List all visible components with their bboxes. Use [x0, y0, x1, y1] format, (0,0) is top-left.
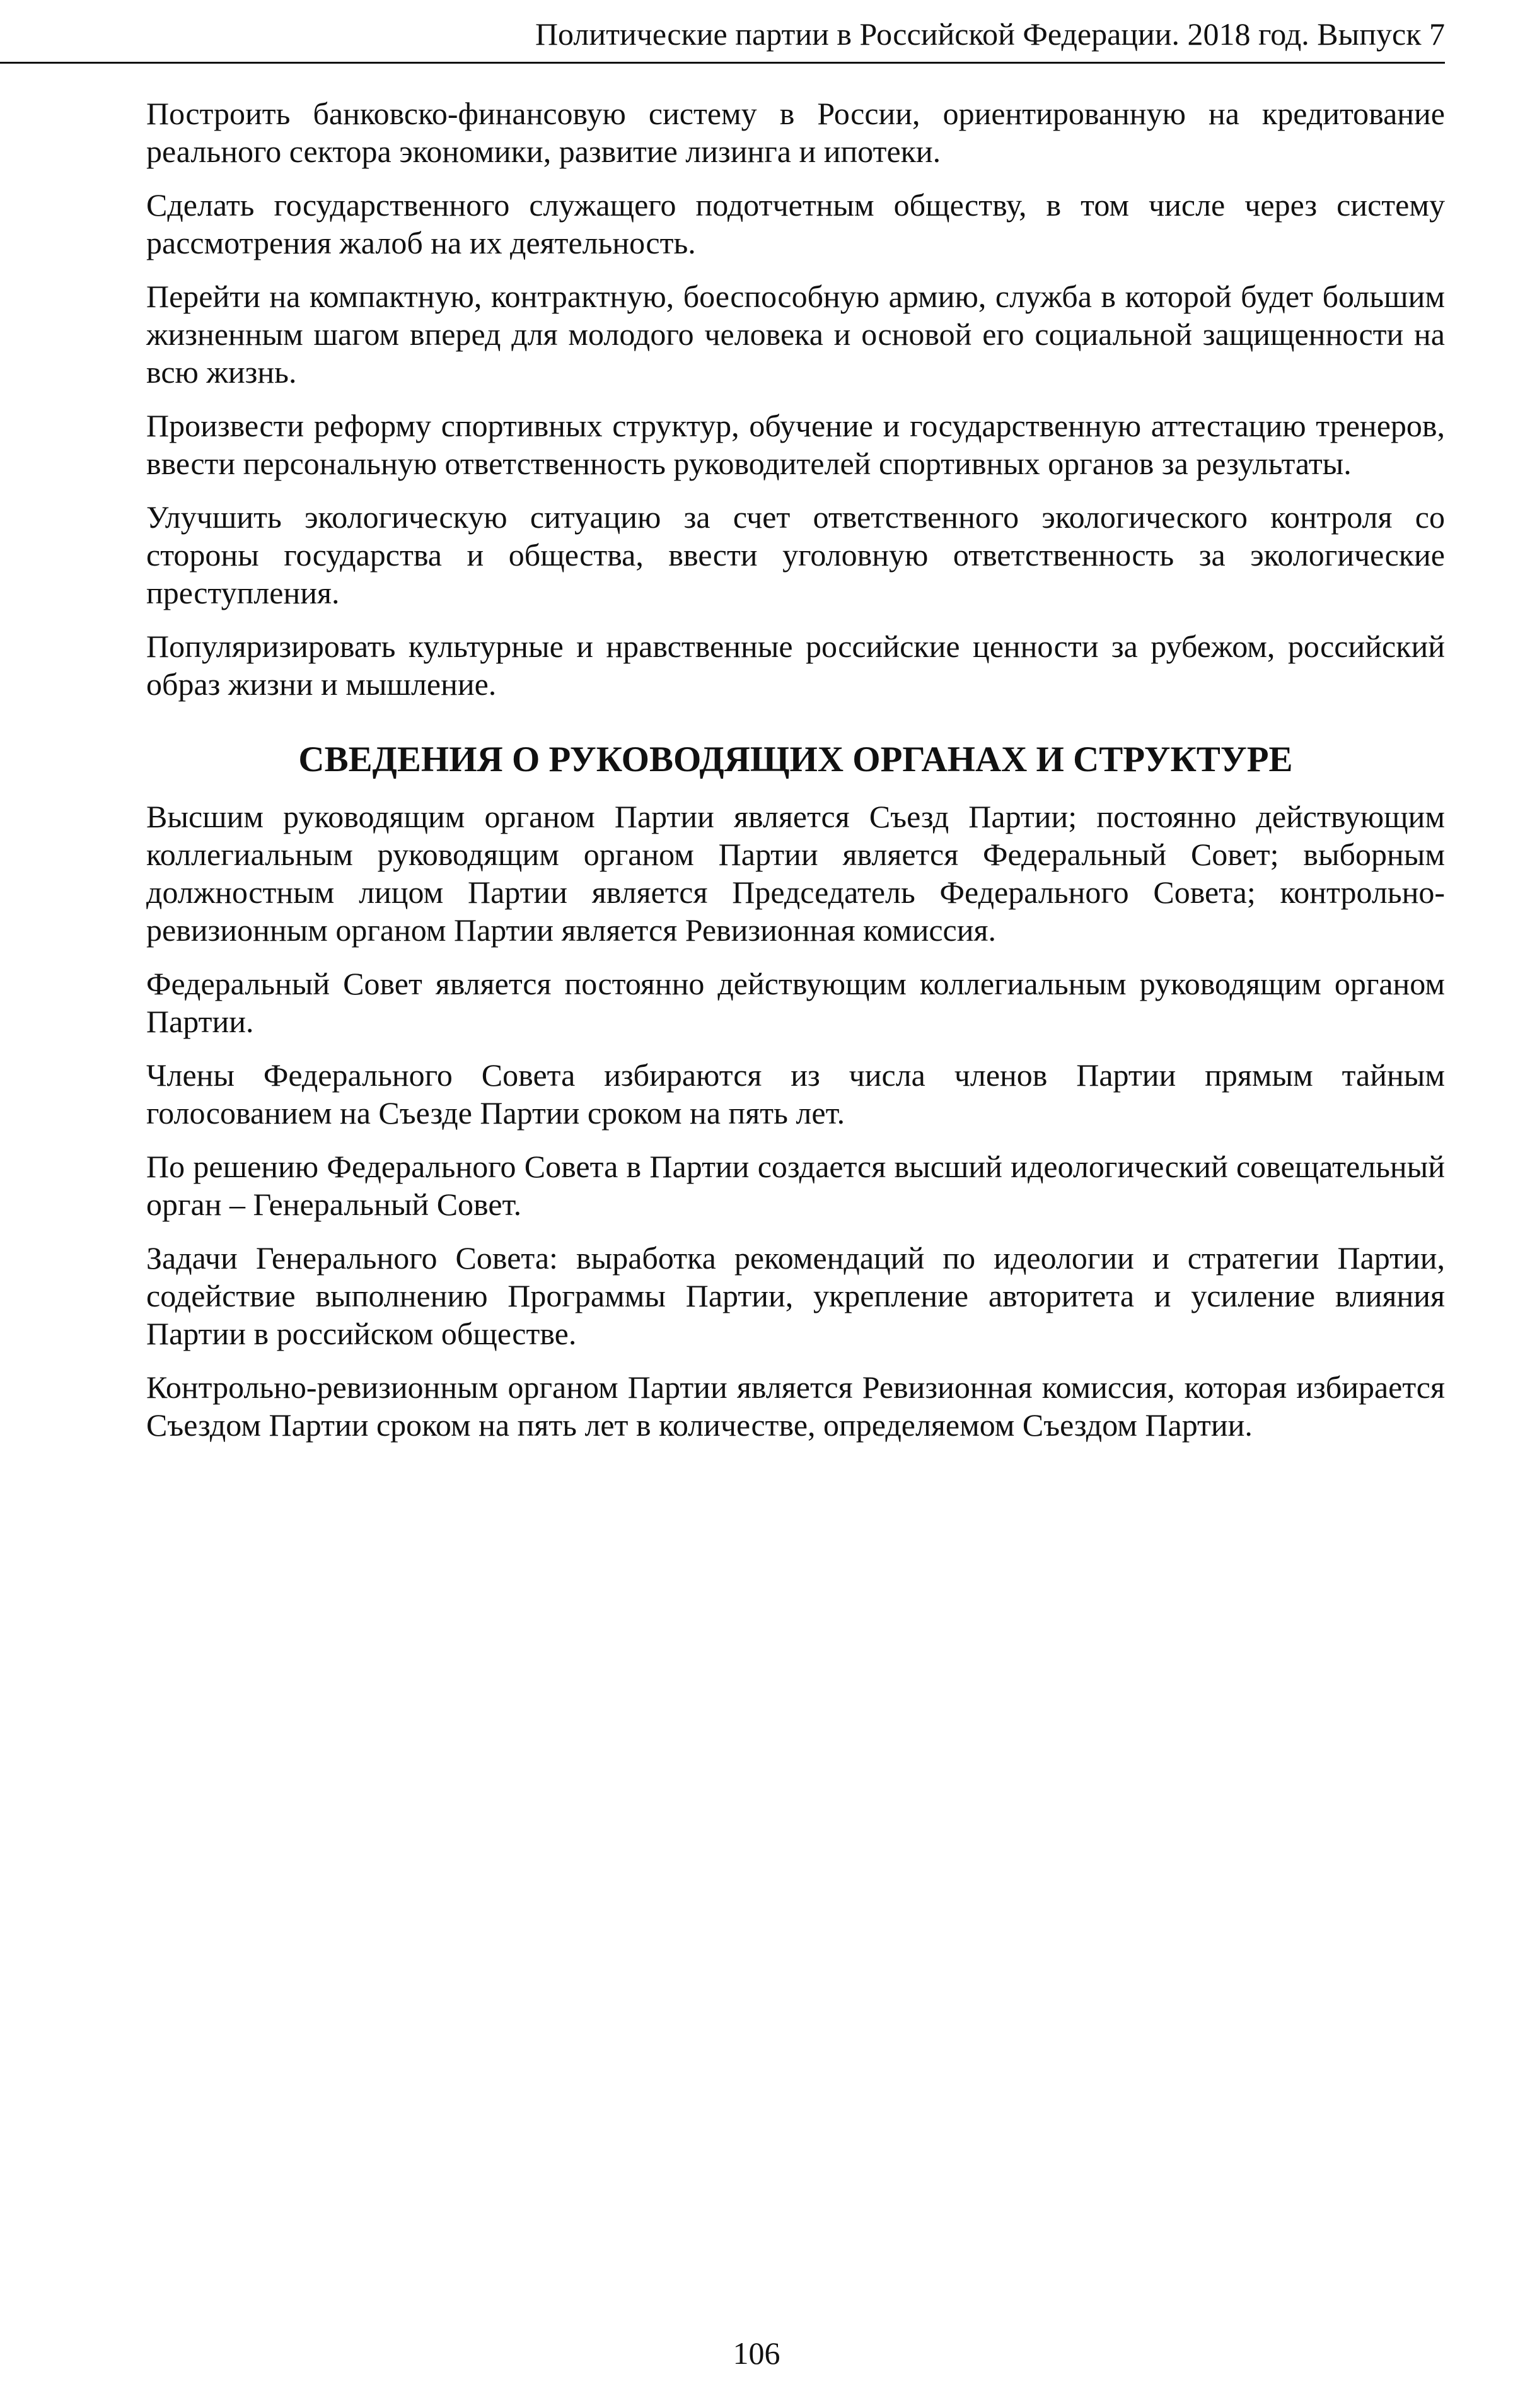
program-paragraph-sport: Произвести реформу спортивных структур, обучение и государственную аттестацию тренеров, ввести персональную ответственность руководителей спортивных органов за результаты. — [146, 408, 1445, 481]
structure-paragraph-council-election: Члены Федерального Совета избираются из числа членов Партии прямым тайным голосованием на Съезде Партии сроком на пять лет. — [146, 1057, 1445, 1131]
page-number: 106 — [733, 2335, 780, 2371]
structure-paragraph-general-council: По решению Федерального Совета в Партии создается высший идеологический совещательный орган – Генеральный Совет. — [146, 1149, 1445, 1222]
structure-paragraph-audit-commission: Контрольно-ревизионным органом Партии является Ревизионная комиссия, которая избирается Съездом Партии сроком на пять лет в количестве, определяемом Съездом Партии. — [146, 1370, 1445, 1443]
header-rule — [0, 62, 1445, 64]
structure-paragraph-governing-bodies: Высшим руководящим органом Партии является Съезд Партии; постоянно действующим коллегиальным руководящим органом Партии является Федеральный Совет; выборным должностным лицом Партии является Председатель Федерального Совета; контрольно-ревизионным органом Партии является Ревизионная комиссия. — [146, 799, 1445, 948]
program-paragraph-army: Перейти на компактную, контрактную, боеспособную армию, служба в которой будет большим жизненным шагом вперед для молодого человека и основой его социальной защищенности на всю жизнь. — [146, 279, 1445, 390]
program-paragraph-banking: Построить банковско-финансовую систему в России, ориентированную на кредитование реального сектора экономики, развитие лизинга и ипотеки. — [146, 96, 1445, 169]
program-paragraph-civil-service: Сделать государственного служащего подотчетным обществу, в том числе через систему рассмотрения жалоб на их деятельность. — [146, 187, 1445, 260]
program-paragraph-culture: Популяризировать культурные и нравственные российские ценности за рубежом, российский образ жизни и мышление. — [146, 629, 1445, 702]
structure-paragraph-federal-council: Федеральный Совет является постоянно действующим коллегиальным руководящим органом Партии. — [146, 966, 1445, 1039]
section-heading: СВЕДЕНИЯ О РУКОВОДЯЩИХ ОРГАНАХ И СТРУКТУРЕ — [298, 740, 1293, 779]
structure-paragraph-general-council-tasks: Задачи Генерального Совета: выработка рекомендаций по идеологии и стратегии Партии, содействие выполнению Программы Партии, укрепление авторитета и усиление влияния Партии в российском обществе. — [146, 1240, 1445, 1351]
running-header: Политические партии в Российской Федерации. 2018 год. Выпуск 7 — [535, 16, 1445, 52]
program-paragraph-ecology: Улучшить экологическую ситуацию за счет ответственного экологического контроля со стороны государства и общества, ввести уголовную ответственность за экологические преступления. — [146, 499, 1445, 610]
page-body — [146, 95, 1445, 1460]
